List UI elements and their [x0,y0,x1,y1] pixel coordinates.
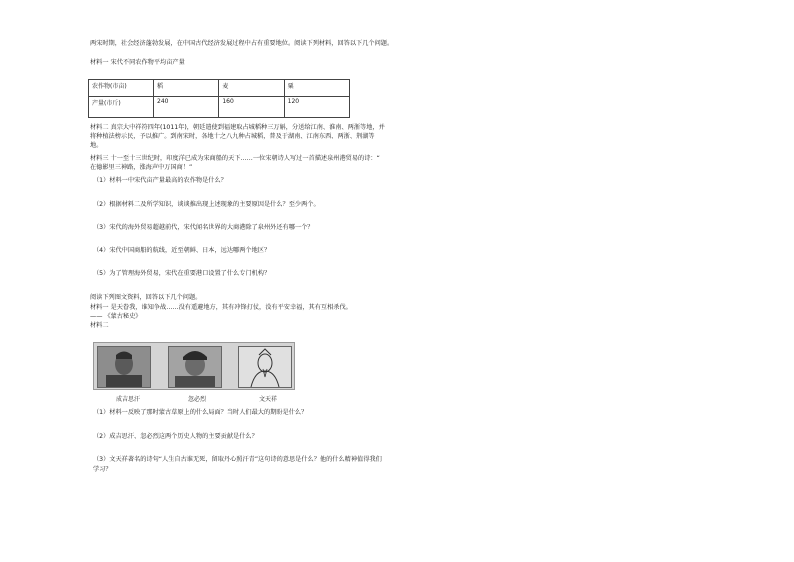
section2-material2-title: 材料二 [90,322,109,329]
question-1: （1）材料一中宋代亩产量最高的农作物是什么？ [93,177,227,184]
caption-genghis-khan: 成吉思汗 [116,396,141,403]
material2-line: 地。 [90,142,103,149]
table-cell: 粟 [284,80,349,97]
section2-material1: 材料一 是天眷我，谁知争战……没有遥避地方，其有冲锋打仗，没有平安幸福，其有互相杀伐。 [90,304,352,311]
table-header-row [89,80,350,97]
question-6: （1）材料一反映了那时蒙古草原上的什么局面？当时人们最大的期盼是什么？ [93,409,308,416]
table-cell: 240 [154,97,219,118]
table-row [89,97,350,118]
material2-line: 将种植法榜示民，予以推广。到南宋时，各地十之八九种占城稻，普及于湖南、江南东西、两浙、荆湖等 [90,133,375,140]
section1-intro: 两宋时期，社会经济蓬勃发展，在中国古代经济发展过程中占有重要地位。阅读下列材料，回答以下几个问题。 [90,40,394,47]
caption-kublai-khan: 忽必烈 [188,396,207,403]
material2-line: 材料二 真宗大中祥符四年(1011年)，朝廷遣使到福建取占城稻种三万斛，分送给江南、淮南、两浙等地，并 [90,124,385,131]
question-8: （3）文天祥著名的诗句“人生自古谁无死，留取丹心照汗青”这句诗的意思是什么？他的什么精神值得我们 [93,456,382,463]
caption-wen-tianxiang: 文天祥 [259,396,278,403]
material-source: —— 《蒙古秘史》 [90,313,142,320]
table-cell: 120 [284,97,349,118]
portrait-wen-tianxiang [238,346,292,388]
table-cell: 稻 [154,80,219,97]
material3-line: 在德影里三神路，涨海声中万国商！” [90,164,193,171]
table-cell: 农作物(市亩) [89,80,154,97]
portrait-kublai-khan [168,346,222,388]
table-cell: 麦 [219,80,284,97]
question-8-continued: 学习？ [93,466,112,473]
portrait-genghis-khan [97,346,151,388]
question-2: （2）根据材料二及所学知识，谈谈推出现上述现象的主要原因是什么？至少两个。 [93,201,320,208]
question-3: （3）宋代的海外贸易超越前代，宋代闻名世界的大商港除了泉州外还有哪一个？ [93,224,314,231]
table-cell: 160 [219,97,284,118]
portrait-strip [93,342,295,390]
question-7: （2）成吉思汗、忽必烈这两个历史人物的主要贡献是什么？ [93,433,258,440]
question-5: （5）为了管理海外贸易，宋代在重要港口设置了什么专门机构？ [93,270,271,277]
section2-intro: 阅读下列图文资料，回答以下几个问题。 [90,294,202,301]
material1-title: 材料一 宋代不同农作物平均亩产量 [90,59,185,66]
material3-line: 材料三 十一至十三世纪时，印度洋已成为宋商船的天下……一位宋朝诗人写过一首描述泉州港贸易的诗：“ [90,155,380,162]
table-cell: 产量(市斤) [89,97,154,118]
question-4: （4）宋代中国商船的航线，近至朝鲜、日本，远达哪两个地区？ [93,247,271,254]
crop-yield-table [88,79,350,118]
